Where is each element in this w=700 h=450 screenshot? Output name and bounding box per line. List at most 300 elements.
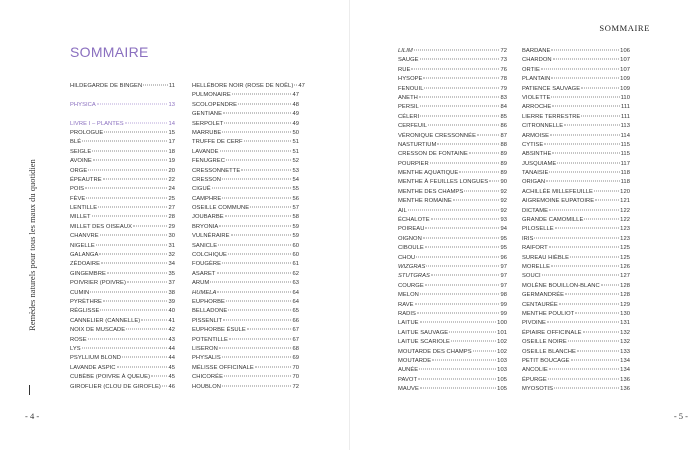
toc-entry-label: LIVRE I – PLANTES (70, 120, 124, 127)
toc-entry-label: PLANTAIN (522, 76, 551, 83)
toc-entry-label: CRESSON (192, 176, 222, 183)
toc-entry[interactable] (398, 216, 507, 225)
toc-entry[interactable] (398, 225, 507, 234)
toc-entry[interactable] (70, 232, 175, 241)
dot-leader (225, 216, 292, 217)
toc-entry-page: 97 (500, 263, 507, 270)
toc-entry-label: SUREAU HIÈBLE (522, 254, 570, 261)
toc-entry[interactable] (192, 213, 299, 222)
dot-leader (223, 319, 291, 320)
toc-entry-label: HILDEGARDE DE BINGEN (70, 83, 143, 89)
toc-entry-page: 136 (620, 386, 630, 393)
toc-entry-label: ORTIE (522, 66, 540, 73)
toc-entry-label: LAVANDE (192, 148, 219, 155)
dot-leader (97, 103, 168, 104)
toc-entry[interactable] (192, 138, 299, 147)
toc-entry[interactable] (70, 251, 175, 260)
toc-entry-page: 96 (500, 254, 507, 261)
toc-entry-page: 60 (292, 242, 299, 249)
toc-entry[interactable] (398, 113, 507, 122)
toc-entry-label: GALANGA (70, 252, 99, 259)
dot-leader (551, 78, 619, 79)
toc-entry[interactable] (522, 141, 630, 150)
toc-entry[interactable] (192, 317, 299, 326)
toc-entry[interactable] (70, 157, 175, 166)
toc-entry[interactable] (192, 270, 299, 279)
toc-entry[interactable] (70, 345, 175, 354)
toc-entry-page: 102 (497, 339, 507, 346)
toc-entry[interactable] (70, 185, 175, 194)
dot-leader (420, 59, 500, 60)
toc-entry-page: 132 (620, 329, 630, 336)
toc-entry-page: 34 (168, 261, 175, 268)
dot-leader (244, 141, 292, 142)
dot-leader (469, 153, 500, 154)
toc-entry[interactable] (398, 66, 507, 75)
toc-entry-page: 42 (168, 327, 175, 334)
toc-entry-page: 38 (168, 289, 175, 296)
toc-entry-label: POTENTILLE (192, 336, 228, 343)
toc-entry-label: AIGREMOINE EUPATOIRE (522, 198, 595, 205)
toc-entry[interactable] (192, 251, 299, 260)
toc-entry-page: 115 (620, 141, 630, 148)
toc-entry[interactable] (522, 56, 630, 65)
toc-entry-label: NOIX DE MUSCADE (70, 327, 126, 334)
toc-entry[interactable] (192, 148, 299, 157)
toc-entry-page: 72 (500, 48, 507, 54)
toc-entry[interactable] (398, 366, 507, 375)
toc-entry[interactable] (192, 364, 299, 373)
toc-entry[interactable] (70, 138, 175, 147)
toc-entry[interactable] (70, 242, 175, 251)
toc-entry[interactable] (398, 207, 507, 216)
right-page (350, 0, 700, 450)
toc-entry[interactable] (522, 329, 630, 338)
toc-entry-label: MOUTARDE (398, 357, 432, 364)
toc-entry-page: 134 (620, 367, 630, 374)
toc-entry[interactable] (398, 291, 507, 300)
toc-entry[interactable] (398, 282, 507, 291)
toc-entry[interactable] (398, 329, 507, 338)
toc-entry[interactable] (70, 270, 175, 279)
toc-entry[interactable] (192, 326, 299, 335)
toc-entry-page: 11 (168, 83, 175, 89)
toc-entry-page: 48 (292, 101, 299, 108)
toc-entry-label: FÈVE (70, 195, 86, 202)
toc-entry[interactable] (70, 204, 175, 213)
dot-leader (107, 272, 168, 273)
toc-entry-label: IRIS (522, 235, 534, 242)
toc-entry-page: 69 (292, 355, 299, 362)
toc-entry-page: 136 (620, 376, 630, 383)
toc-entry-label: SEIGLE (70, 148, 92, 155)
toc-entry[interactable] (522, 272, 630, 281)
toc-entry-page: 103 (497, 357, 507, 364)
toc-entry[interactable] (192, 195, 299, 204)
toc-entry[interactable] (522, 150, 630, 159)
toc-entry[interactable] (192, 176, 299, 185)
toc-entry-page: 123 (620, 235, 630, 242)
dot-leader (226, 300, 292, 301)
toc-entry-page: 111 (621, 113, 630, 120)
dot-leader (220, 150, 292, 151)
toc-entry[interactable] (398, 47, 507, 56)
toc-entry[interactable] (70, 373, 175, 382)
toc-entry[interactable] (398, 85, 507, 94)
toc-entry-page: 70 (292, 364, 299, 371)
dot-leader (222, 197, 291, 198)
toc-entry[interactable] (398, 56, 507, 65)
toc-entry[interactable] (70, 289, 175, 298)
dot-leader (549, 209, 619, 210)
toc-entry[interactable] (192, 101, 299, 110)
toc-entry[interactable] (398, 319, 507, 328)
dot-leader (549, 172, 619, 173)
toc-entry-page: 126 (620, 263, 630, 270)
toc-entry[interactable] (522, 244, 630, 253)
toc-entry[interactable] (70, 317, 175, 326)
toc-entry-label: RADIS (398, 310, 416, 317)
dot-leader (218, 244, 291, 245)
toc-entry[interactable] (398, 197, 507, 206)
toc-entry-page: 29 (168, 223, 175, 230)
toc-entry-label: CRESSONNETTE (192, 167, 241, 174)
toc-spacer (70, 110, 175, 119)
toc-entry[interactable] (70, 354, 175, 363)
dot-leader (595, 200, 619, 201)
toc-entry[interactable] (70, 120, 175, 129)
dot-leader (431, 219, 500, 220)
dot-leader (101, 263, 167, 264)
toc-entry-label: CÉLERI (398, 113, 420, 120)
toc-entry[interactable] (522, 338, 630, 347)
dot-leader (162, 385, 168, 386)
toc-entry-label: RÉGLISSE (70, 308, 100, 315)
toc-entry-page: 73 (500, 57, 507, 64)
toc-entry-page: 84 (500, 104, 507, 111)
dot-leader (550, 134, 620, 135)
dot-leader (420, 322, 497, 323)
toc-entry[interactable] (192, 260, 299, 269)
toc-entry[interactable] (70, 148, 175, 157)
toc-entry-label: AUNÉE (398, 367, 419, 374)
toc-entry[interactable] (70, 279, 175, 288)
toc-entry[interactable] (192, 185, 299, 194)
toc-entry[interactable] (522, 132, 630, 141)
dot-leader (423, 237, 500, 238)
toc-entry-label: ARROCHE (522, 104, 552, 111)
toc-entry[interactable] (522, 357, 630, 366)
toc-entry-page: 115 (620, 151, 630, 158)
toc-entry-page: 114 (620, 132, 630, 139)
toc-entry[interactable] (70, 223, 175, 232)
toc-entry-page: 32 (168, 252, 175, 259)
toc-entry[interactable] (70, 82, 175, 91)
toc-entry[interactable] (522, 103, 630, 112)
toc-entry-label: CENTAURÉE (522, 301, 558, 308)
toc-entry[interactable] (70, 383, 175, 392)
toc-entry-label: NIGELLE (70, 242, 95, 249)
toc-entry[interactable] (192, 129, 299, 138)
toc-entry[interactable] (522, 376, 630, 385)
toc-entry[interactable] (70, 336, 175, 345)
toc-entry-label: CHARDON (522, 57, 552, 64)
toc-entry-label: BARDANE (522, 48, 551, 54)
toc-entry-label: HELLÉBORE NOIR (ROSE DE NOËL) (192, 83, 294, 89)
toc-entry-label: CITRONNELLE (522, 123, 564, 130)
toc-entry[interactable] (70, 176, 175, 185)
toc-entry-page: 15 (168, 129, 175, 136)
toc-entry[interactable] (70, 195, 175, 204)
dot-leader (90, 291, 167, 292)
toc-entry[interactable] (398, 132, 507, 141)
toc-entry[interactable] (398, 150, 507, 159)
toc-entry-page: 113 (620, 123, 630, 130)
toc-entry-page: 41 (168, 317, 175, 324)
toc-entry[interactable] (522, 235, 630, 244)
dot-leader (232, 94, 292, 95)
toc-entry[interactable] (398, 141, 507, 150)
toc-entry[interactable] (522, 319, 630, 328)
toc-entry-label: BELLADONE (192, 308, 228, 315)
toc-entry[interactable] (522, 310, 630, 319)
toc-entry[interactable] (522, 160, 630, 169)
dot-leader (546, 181, 619, 182)
toc-entry-page: 89 (500, 151, 507, 158)
dot-leader (575, 312, 619, 313)
toc-entry-label: STUTGRAS (398, 273, 430, 280)
toc-entry-page: 94 (500, 226, 507, 233)
toc-entry-page: 31 (168, 242, 175, 249)
toc-entry-label: LAITUE (398, 320, 419, 327)
toc-entry[interactable] (398, 272, 507, 281)
dot-leader (219, 347, 292, 348)
toc-entry[interactable] (522, 385, 630, 394)
toc-entry[interactable] (192, 120, 299, 129)
toc-entry[interactable] (192, 167, 299, 176)
toc-entry[interactable] (192, 279, 299, 288)
toc-entry-label: PULMONAIRE (192, 92, 231, 99)
toc-entry-page: 18 (168, 148, 175, 155)
dot-leader (534, 237, 619, 238)
toc-entry[interactable] (70, 129, 175, 138)
toc-entry-label: TANAISIE (522, 170, 549, 177)
toc-entry[interactable] (398, 254, 507, 263)
dot-leader (415, 303, 500, 304)
toc-entry-label: CUMIN (70, 289, 90, 296)
page-number-right: - 5 - (673, 411, 688, 421)
dot-leader (557, 162, 619, 163)
toc-entry[interactable] (522, 301, 630, 310)
toc-entry-page: 61 (292, 261, 299, 268)
toc-entry[interactable] (192, 383, 299, 392)
dot-leader (99, 254, 167, 255)
toc-entry-label: LAITUE SCARIOLE (398, 339, 450, 346)
toc-entry[interactable] (522, 291, 630, 300)
toc-entry-page: 59 (292, 233, 299, 240)
toc-entry[interactable] (522, 282, 630, 291)
toc-entry[interactable] (70, 364, 175, 373)
toc-entry-page: 125 (620, 245, 630, 252)
toc-entry[interactable] (70, 167, 175, 176)
toc-entry-label: MARRUBE (192, 129, 222, 136)
dot-leader (553, 59, 620, 60)
dot-leader (423, 78, 499, 79)
toc-entry-label: PHYSALIS (192, 355, 221, 362)
dot-leader (581, 115, 620, 116)
toc-entry-page: 122 (620, 207, 630, 214)
toc-entry[interactable] (70, 298, 175, 307)
toc-entry-page: 134 (620, 357, 630, 364)
toc-entry-page: 63 (292, 280, 299, 287)
toc-entry[interactable] (70, 101, 175, 110)
toc-entry[interactable] (522, 254, 630, 263)
toc-entry[interactable] (192, 289, 299, 298)
toc-entry[interactable] (522, 169, 630, 178)
toc-entry-page: 13 (168, 101, 175, 108)
toc-entry[interactable] (398, 376, 507, 385)
toc-entry-page: 49 (292, 111, 299, 118)
toc-entry[interactable] (522, 122, 630, 131)
dot-leader (126, 329, 167, 330)
toc-entry[interactable] (398, 263, 507, 272)
toc-entry[interactable] (398, 301, 507, 310)
toc-entry-page: 67 (292, 327, 299, 334)
toc-entry[interactable] (398, 188, 507, 197)
toc-entry[interactable] (192, 307, 299, 316)
toc-entry[interactable] (522, 94, 630, 103)
spine-title-text: Remèdes naturels pour tous les maux du quotidien (27, 159, 37, 331)
toc-entry-page: 88 (500, 141, 507, 148)
dot-leader (594, 190, 619, 191)
dot-leader (228, 254, 292, 255)
toc-entry[interactable] (192, 204, 299, 213)
dot-leader (584, 219, 619, 220)
toc-entry[interactable] (70, 260, 175, 269)
toc-entry[interactable] (522, 348, 630, 357)
toc-entry[interactable] (522, 197, 630, 206)
toc-entry[interactable] (398, 385, 507, 394)
toc-entry-page: 40 (168, 308, 175, 315)
toc-entry[interactable] (70, 307, 175, 316)
toc-entry[interactable] (192, 91, 299, 100)
toc-entry[interactable] (398, 235, 507, 244)
toc-entry-label: CYTISE (522, 141, 544, 148)
dot-leader (420, 388, 496, 389)
toc-entry-page: 132 (620, 339, 630, 346)
toc-entry[interactable] (398, 75, 507, 84)
dot-leader (411, 68, 499, 69)
dot-leader (432, 359, 496, 360)
dot-leader (449, 331, 496, 332)
toc-entry[interactable] (398, 357, 507, 366)
toc-entry[interactable] (192, 242, 299, 251)
toc-entry[interactable] (398, 103, 507, 112)
dot-leader (420, 115, 499, 116)
dot-leader (420, 106, 500, 107)
toc-entry[interactable] (398, 160, 507, 169)
toc-entry[interactable] (522, 66, 630, 75)
toc-entry[interactable] (398, 348, 507, 357)
toc-entry[interactable] (192, 354, 299, 363)
toc-entry-page: 47 (292, 92, 299, 99)
toc-entry-page: 109 (620, 85, 630, 92)
toc-entry-page: 100 (497, 320, 507, 327)
toc-entry[interactable] (522, 216, 630, 225)
toc-entry[interactable] (522, 366, 630, 375)
dot-leader (86, 197, 167, 198)
toc-entry[interactable] (522, 188, 630, 197)
toc-entry[interactable] (192, 232, 299, 241)
toc-entry[interactable] (398, 338, 507, 347)
toc-entry[interactable] (192, 110, 299, 119)
toc-entry[interactable] (522, 263, 630, 272)
toc-entry[interactable] (398, 122, 507, 131)
toc-entry-label: GRANDE CAMOMILLE (522, 217, 584, 224)
toc-entry-page: 89 (500, 160, 507, 167)
toc-entry-page: 118 (620, 170, 630, 177)
dot-leader (559, 303, 619, 304)
dot-leader (551, 50, 619, 51)
toc-entry[interactable] (192, 345, 299, 354)
toc-entry[interactable] (398, 178, 507, 187)
dot-leader (418, 378, 496, 379)
toc-entry[interactable] (522, 113, 630, 122)
toc-entry[interactable] (522, 178, 630, 187)
dot-leader (542, 275, 620, 276)
toc-entry[interactable] (398, 94, 507, 103)
dot-leader (431, 275, 499, 276)
toc-entry[interactable] (522, 75, 630, 84)
dot-leader (222, 263, 291, 264)
toc-entry-label: CRESSON DE FONTAINE (398, 151, 468, 158)
toc-entry[interactable] (70, 326, 175, 335)
toc-entry[interactable] (192, 336, 299, 345)
toc-entry-label: EUPHORBE (192, 298, 225, 305)
toc-entry-label: POIS (70, 186, 85, 193)
toc-entry-label: CIGUË (192, 186, 211, 193)
toc-entry[interactable] (398, 244, 507, 253)
toc-entry[interactable] (398, 310, 507, 319)
dot-leader (555, 228, 619, 229)
toc-entry-label: LILIM (398, 48, 413, 54)
toc-entry[interactable] (192, 157, 299, 166)
toc-entry-label: PYRÈTHRE (70, 298, 102, 305)
toc-entry-label: HUMELA (192, 289, 217, 296)
dot-leader (570, 256, 619, 257)
toc-entry-label: COLCHIQUE (192, 252, 227, 259)
toc-entry-page: 120 (620, 188, 630, 195)
toc-entry[interactable] (522, 85, 630, 94)
toc-entry-page: 70 (292, 374, 299, 381)
toc-entry-label: LIERRE TERRESTRE (522, 113, 581, 120)
toc-entry[interactable] (398, 169, 507, 178)
toc-entry[interactable] (522, 47, 630, 56)
toc-entry[interactable] (522, 207, 630, 216)
toc-entry-page: 25 (168, 195, 175, 202)
toc-entry[interactable] (522, 225, 630, 234)
toc-entry-label: RAIFORT (522, 245, 548, 252)
toc-entry-page: 109 (620, 76, 630, 83)
toc-entry-page: 39 (168, 298, 175, 305)
toc-entry[interactable] (192, 82, 305, 91)
toc-column-2 (192, 82, 305, 392)
toc-column-4 (522, 47, 630, 394)
toc-entry[interactable] (70, 213, 175, 222)
toc-entry[interactable] (192, 373, 299, 382)
toc-entry[interactable] (192, 223, 299, 232)
toc-entry[interactable] (192, 298, 299, 307)
